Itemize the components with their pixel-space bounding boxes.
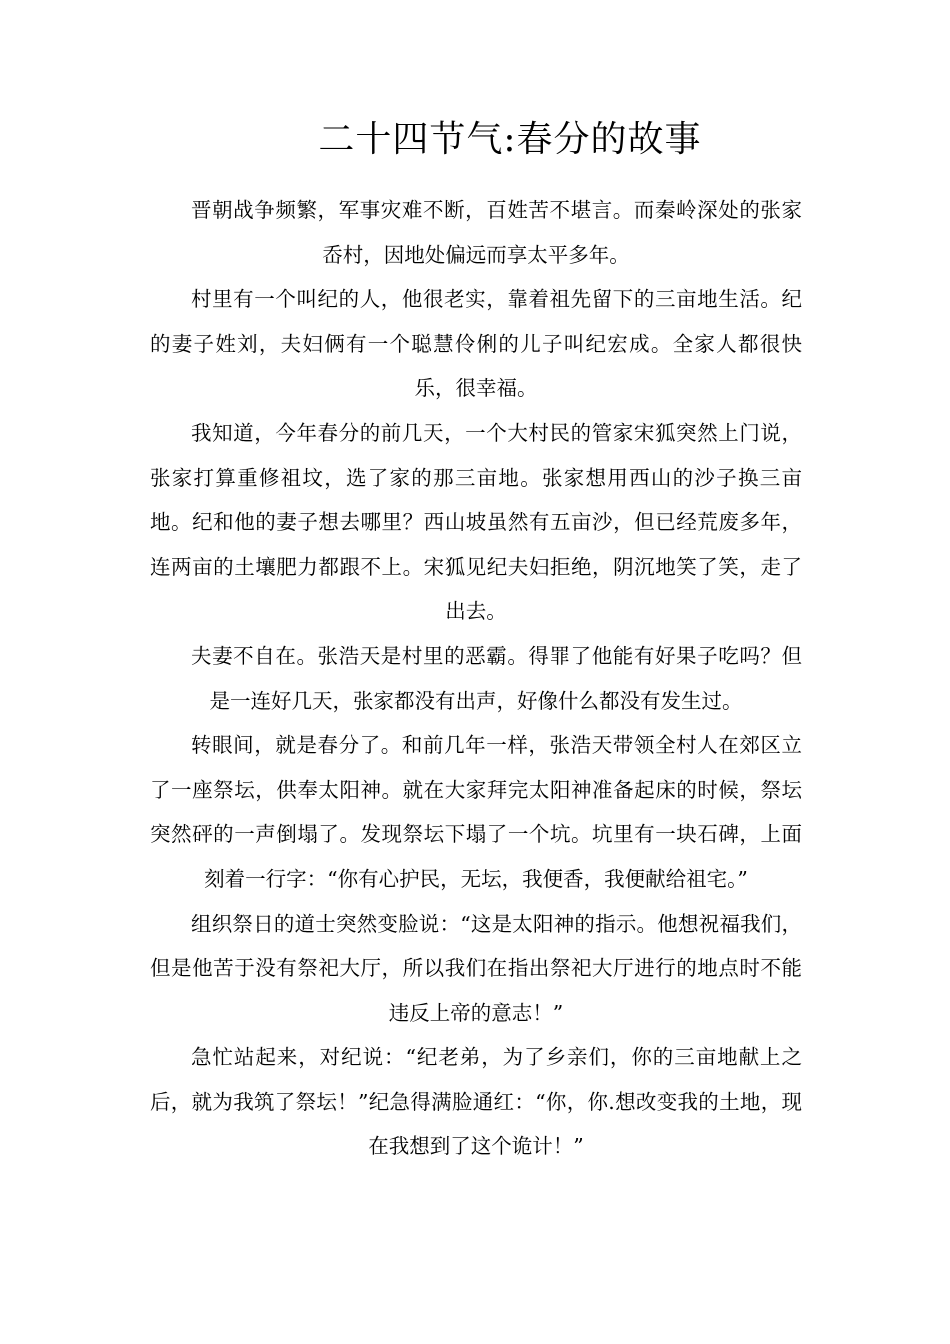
paragraph: 村里有一个叫纪的人，他很老实，靠着祖先留下的三亩地生活。纪的妻子姓刘，夫妇俩有一个聪慧伶俐的儿子叫纪宏成。全家人都很快乐，很幸福。	[150, 287, 802, 401]
paragraph: 夫妻不自在。张浩天是村里的恶霸。得罪了他能有好果子吃吗？但是一连好几天，张家都没有出声，好像什么都没有发生过。	[191, 643, 802, 713]
paragraph: 急忙站起来，对纪说：“纪老弟，为了乡亲们，你的三亩地献上之后，就为我筑了祭坛！”纪急得满脸通红：“你，你.想改变我的土地，现在我想到了这个诡计！”	[150, 1045, 802, 1159]
paragraph: 组织祭日的道士突然变脸说：“这是太阳神的指示。他想祝福我们，但是他苦于没有祭祀大厅，所以我们在指出祭祀大厅进行的地点时不能违反上帝的意志！”	[150, 911, 802, 1025]
paragraph: 转眼间，就是春分了。和前几年一样，张浩天带领全村人在郊区立了一座祭坛，供奉太阳神。就在大家拜完太阳神准备起床的时候，祭坛突然砰的一声倒塌了。发现祭坛下塌了一个坑。坑里有一块石碑，上面刻着一行字：“你有心护民，无坛，我便香，我便献给祖宅。”	[150, 733, 802, 891]
document-title: 二十四节气:春分的故事	[318, 119, 702, 160]
paragraph: 晋朝战争频繁，军事灾难不断，百姓苦不堪言。而秦岭深处的张家岙村，因地处偏远而享太平多年。	[191, 198, 802, 267]
paragraph: 我知道，今年春分的前几天，一个大村民的管家宋狐突然上门说，张家打算重修祖坟，选了家的那三亩地。张家想用西山的沙子换三亩地。纪和他的妻子想去哪里？西山坡虽然有五亩沙，但已经荒废多年，连两亩的土壤肥力都跟不上。宋狐见纪夫妇拒绝，阴沉地笑了笑，走了出去。	[150, 420, 802, 624]
document-body	[150, 188, 802, 1169]
